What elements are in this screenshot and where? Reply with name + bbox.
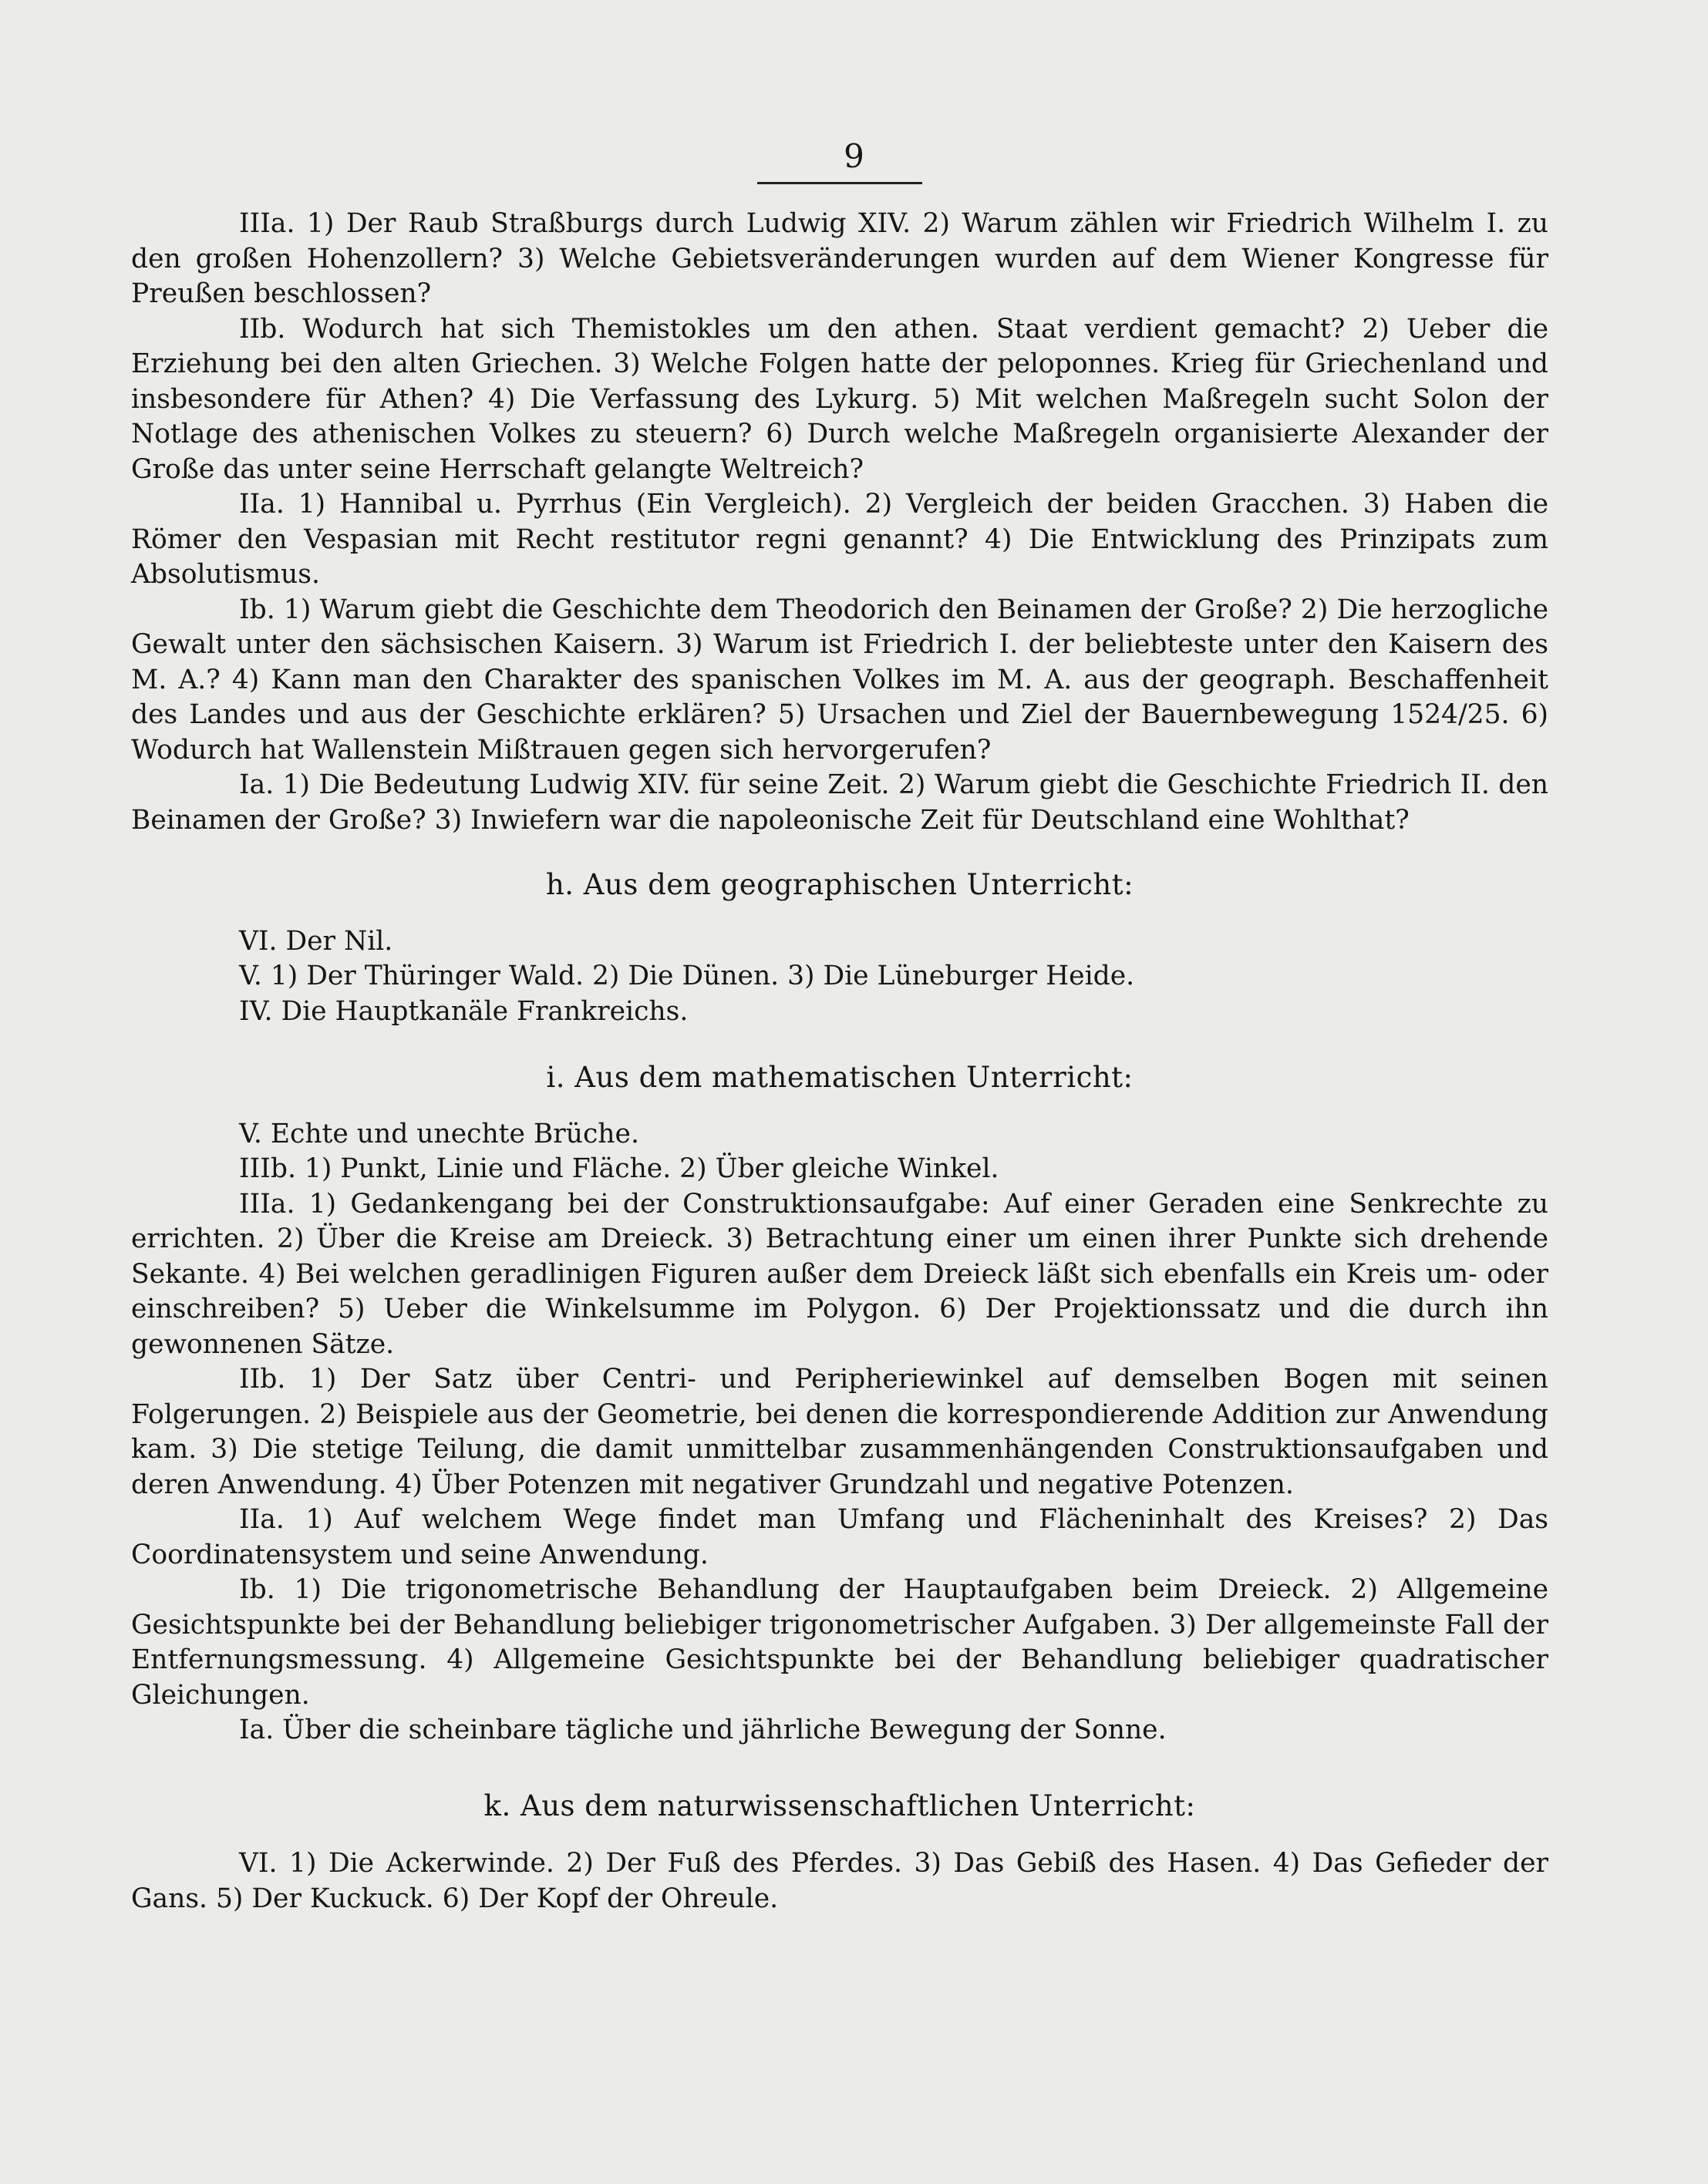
- history-topics-Ia: Ia. 1) Die Bedeutung Ludwig XIV. für seine Zeit. 2) Warum giebt die Geschichte Friedrich II. den Beinamen der Große? 3) Inwiefern war die napoleonische Zeit für Deutschland eine Wohlthat?: [131, 769, 1548, 836]
- page-number: 9: [844, 137, 864, 175]
- mathematics-topics-IIb: IIb. 1) Der Satz über Centri- und Peripheriewinkel auf demselben Bogen mit seinen Folgerungen. 2) Beispiele aus der Geometrie, bei denen die korrespondierende Addition zur Anwendung kam. 3) Die stetige Teilung, die damit unmittelbar zusammenhängenden Construktionsaufgaben und deren Anwendung. 4) Über Potenzen mit negativer Grundzahl und negative Potenzen.: [131, 1364, 1548, 1500]
- section-heading-mathematics: i. Aus dem mathematischen Unterricht:: [546, 1061, 1134, 1094]
- page-number-rule: [757, 182, 922, 184]
- mathematics-topics-Ib: Ib. 1) Die trigonometrische Behandlung der Hauptaufgaben beim Dreieck. 2) Allgemeine Gesichtspunkte bei der Behandlung beliebiger trigonometrischer Aufgaben. 3) Der allgemeinste Fall der Entfernungsmessung. 4) Allgemeine Gesichtspunkte bei der Behandlung beliebiger quadratischer Gleichungen.: [131, 1574, 1548, 1711]
- history-topics-IIa: IIa. 1) Hannibal u. Pyrrhus (Ein Vergleich). 2) Vergleich der beiden Gracchen. 3) Haben die Römer den Vespasian mit Recht restitutor regni genannt? 4) Die Entwicklung des Prinzipats zum Absolutismus.: [131, 489, 1548, 590]
- history-topics-IIIa: IIIa. 1) Der Raub Straßburgs durch Ludwig XIV. 2) Warum zählen wir Friedrich Wilhelm I. zu den großen Hohenzollern? 3) Welche Gebietsveränderungen wurden auf dem Wiener Kongresse für Preußen beschlossen?: [131, 208, 1548, 309]
- section-heading-geography: h. Aus dem geographischen Unterricht:: [545, 868, 1134, 901]
- page-body: [131, 207, 1548, 1916]
- history-topics-Ib: Ib. 1) Warum giebt die Geschichte dem Theodorich den Beinamen der Große? 2) Die herzogliche Gewalt unter den sächsischen Kaisern. 3) Warum ist Friedrich I. der beliebteste unter den Kaisern des M. A.? 4) Kann man den Charakter des spanischen Volkes im M. A. aus der geograph. Beschaffenheit des Landes und aus der Geschichte erklären? 5) Ursachen und Ziel der Bauernbewegung 1524/25. 6) Wodurch hat Wallenstein Mißtrauen gegen sich hervorgerufen?: [131, 594, 1548, 766]
- mathematics-topics-IIIb: IIIb. 1) Punkt, Linie und Fläche. 2) Über gleiche Winkel.: [239, 1153, 999, 1184]
- geography-topics-V: V. 1) Der Thüringer Wald. 2) Die Dünen. 3) Die Lüneburger Heide.: [239, 961, 1135, 991]
- geography-topics-IV: IV. Die Hauptkanäle Frankreichs.: [239, 995, 689, 1027]
- geography-topics-VI: VI. Der Nil.: [239, 925, 393, 957]
- mathematics-topics-IIa: IIa. 1) Auf welchem Wege findet man Umfang und Flächeninhalt des Kreises? 2) Das Coordinatensystem und seine Anwendung.: [131, 1504, 1548, 1570]
- natural-science-topics-VI: VI. 1) Die Ackerwinde. 2) Der Fuß des Pferdes. 3) Das Gebiß des Hasen. 4) Das Gefieder der Gans. 5) Der Kuckuck. 6) Der Kopf der Ohreule.: [131, 1848, 1548, 1914]
- mathematics-topics-IIIa: IIIa. 1) Gedankengang bei der Construktionsaufgabe: Auf einer Geraden eine Senkrechte zu errichten. 2) Über die Kreise am Dreieck. 3) Betrachtung einer um einen ihrer Punkte sich drehende Sekante. 4) Bei welchen geradlinigen Figuren außer dem Dreieck läßt sich ebenfalls ein Kreis um- oder einschreiben? 5) Ueber die Winkelsumme im Polygon. 6) Der Projektionssatz und die durch ihn gewonnenen Sätze.: [131, 1188, 1548, 1360]
- mathematics-topics-V: V. Echte und unechte Brüche.: [239, 1118, 639, 1149]
- section-heading-natural-science: k. Aus dem naturwissenschaftlichen Unterricht:: [483, 1789, 1196, 1822]
- history-topics-IIb: IIb. Wodurch hat sich Themistokles um den athen. Staat verdient gemacht? 2) Ueber die Erziehung bei den alten Griechen. 3) Welche Folgen hatte der peloponnes. Krieg für Griechenland und insbesondere für Athen? 4) Die Verfassung des Lykurg. 5) Mit welchen Maßregeln sucht Solon der Notlage des athenischen Volkes zu steuern? 6) Durch welche Maßregeln organisierte Alexander der Große das unter seine Herrschaft gelangte Weltreich?: [131, 313, 1548, 485]
- mathematics-topics-Ia: Ia. Über die scheinbare tägliche und jährliche Bewegung der Sonne.: [239, 1715, 1167, 1745]
